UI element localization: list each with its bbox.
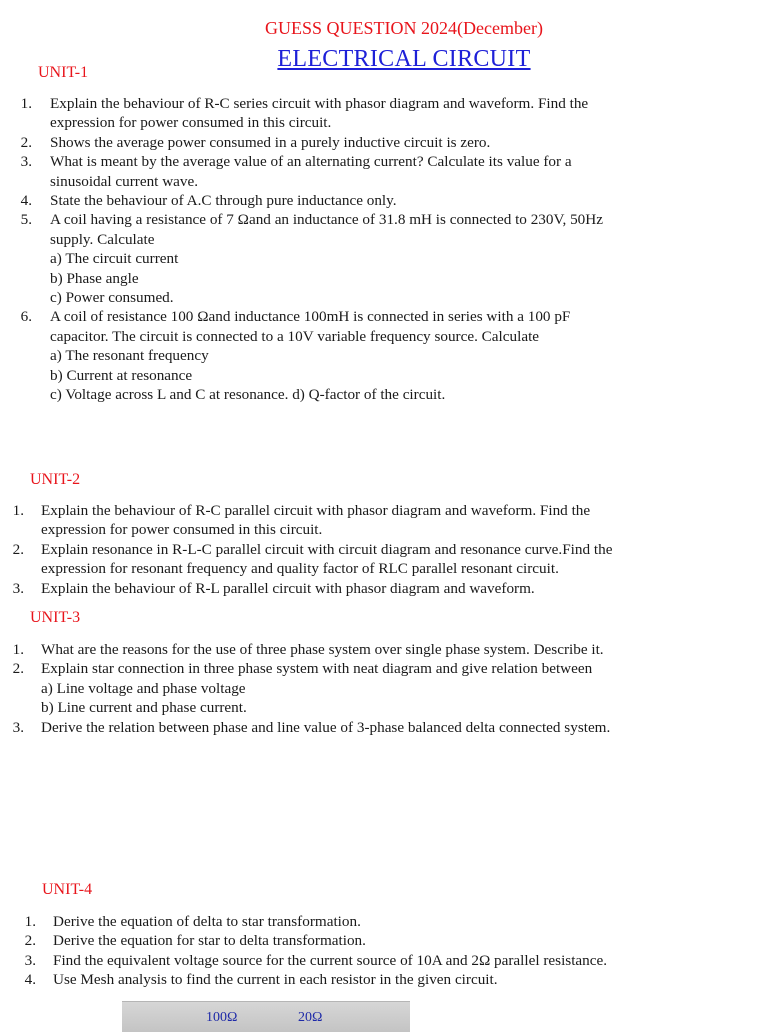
question-line: Derive the relation between phase and line value of 3-phase balanced delta connected system. (41, 718, 611, 736)
question-line: b) Line current and phase current. (41, 699, 247, 717)
resistor-label-20: 20Ω (298, 1010, 323, 1025)
question-line: What is meant by the average value of an alternating current? Calculate its value for a (50, 153, 572, 171)
question-line: expression for power consumed in this circuit. (50, 114, 332, 132)
question-line: A coil of resistance 100 Ωand inductance 100mH is connected in series with a 100 pF (50, 308, 571, 326)
circuit-figure (122, 1001, 410, 1032)
question-line: Shows the average power consumed in a purely inductive circuit is zero. (50, 133, 491, 151)
question-number: 6. (20, 308, 32, 326)
question-item (10, 659, 758, 717)
question-line: sinusoidal current wave. (50, 172, 199, 190)
question-item (22, 931, 752, 950)
unit-2-heading: UNIT-2 (30, 471, 81, 488)
question-line: b) Phase angle (50, 269, 139, 287)
question-line: Explain resonance in R-L-C parallel circuit with circuit diagram and resonance curve.Find the (41, 540, 613, 558)
question-number: 4. (24, 971, 36, 989)
question-line: a) Line voltage and phase voltage (41, 679, 246, 697)
question-number: 2. (20, 133, 32, 151)
question-number: 5. (20, 211, 32, 229)
question-number: 1. (24, 913, 36, 930)
question-line: capacitor. The circuit is connected to a 10V variable frequency source. Calculate (50, 327, 540, 345)
question-line: c) Power consumed. (50, 289, 174, 307)
question-number: 3. (12, 718, 24, 736)
question-line: expression for power consumed in this circuit. (41, 521, 323, 539)
question-item (18, 152, 748, 191)
question-line: Use Mesh analysis to find the current in each resistor in the given circuit. (53, 971, 498, 989)
question-line: What are the reasons for the use of three phase system over single phase system. Describe it. (41, 641, 604, 658)
unit-4-questions (22, 912, 752, 990)
question-line: a) The circuit current (50, 250, 179, 268)
question-item (10, 640, 758, 659)
question-line: Explain star connection in three phase system with neat diagram and give relation between (41, 660, 593, 678)
question-item (18, 191, 748, 210)
question-number: 3. (24, 951, 36, 969)
unit-3-heading: UNIT-3 (30, 609, 81, 626)
question-item (10, 579, 750, 598)
question-number: 2. (12, 540, 24, 558)
question-item (18, 133, 748, 152)
question-number: 1. (20, 95, 32, 112)
question-line: expression for resonant frequency and quality factor of RLC parallel resonant circuit. (41, 560, 559, 578)
question-line: Derive the equation of delta to star transformation. (53, 913, 361, 930)
question-number: 3. (20, 153, 32, 171)
question-line: Explain the behaviour of R-C series circuit with phasor diagram and waveform. Find the (50, 95, 589, 112)
question-item (22, 951, 752, 970)
question-item (10, 718, 758, 737)
resistor-label-100: 100Ω (206, 1010, 238, 1025)
question-item (18, 94, 748, 133)
question-number: 1. (12, 641, 24, 658)
question-number: 1. (12, 502, 24, 519)
question-item (10, 501, 750, 540)
unit-2-questions (10, 501, 750, 598)
guess-heading: GUESS QUESTION 2024(December) (265, 18, 543, 38)
question-line: Find the equivalent voltage source for the current source of 10A and 2Ω parallel resistance. (53, 951, 608, 969)
question-item (22, 912, 752, 931)
question-line: Explain the behaviour of R-L parallel circuit with phasor diagram and waveform. (41, 579, 535, 597)
question-number: 2. (24, 932, 36, 950)
question-item (18, 210, 748, 307)
question-line: Explain the behaviour of R-C parallel circuit with phasor diagram and waveform. Find the (41, 502, 591, 519)
document-title: ELECTRICAL CIRCUIT (277, 46, 531, 72)
question-number: 4. (20, 192, 32, 210)
question-line: b) Current at resonance (50, 366, 193, 384)
question-number: 2. (12, 660, 24, 678)
unit-4-heading: UNIT-4 (42, 881, 93, 898)
unit-1-questions (18, 94, 748, 405)
question-line: Derive the equation for star to delta transformation. (53, 932, 366, 950)
question-line: c) Voltage across L and C at resonance. d) Q-factor of the circuit. (50, 386, 446, 404)
question-line: supply. Calculate (50, 230, 155, 248)
question-item (18, 307, 748, 404)
question-number: 3. (12, 579, 24, 597)
question-item (10, 540, 750, 579)
question-line: A coil having a resistance of 7 Ωand an inductance of 31.8 mH is connected to 230V, 50Hz (50, 211, 603, 229)
unit-3-questions (10, 640, 758, 737)
question-line: a) The resonant frequency (50, 347, 209, 365)
unit-1-heading: UNIT-1 (38, 64, 89, 81)
question-item (22, 970, 752, 989)
question-line: State the behaviour of A.C through pure inductance only. (50, 192, 397, 210)
